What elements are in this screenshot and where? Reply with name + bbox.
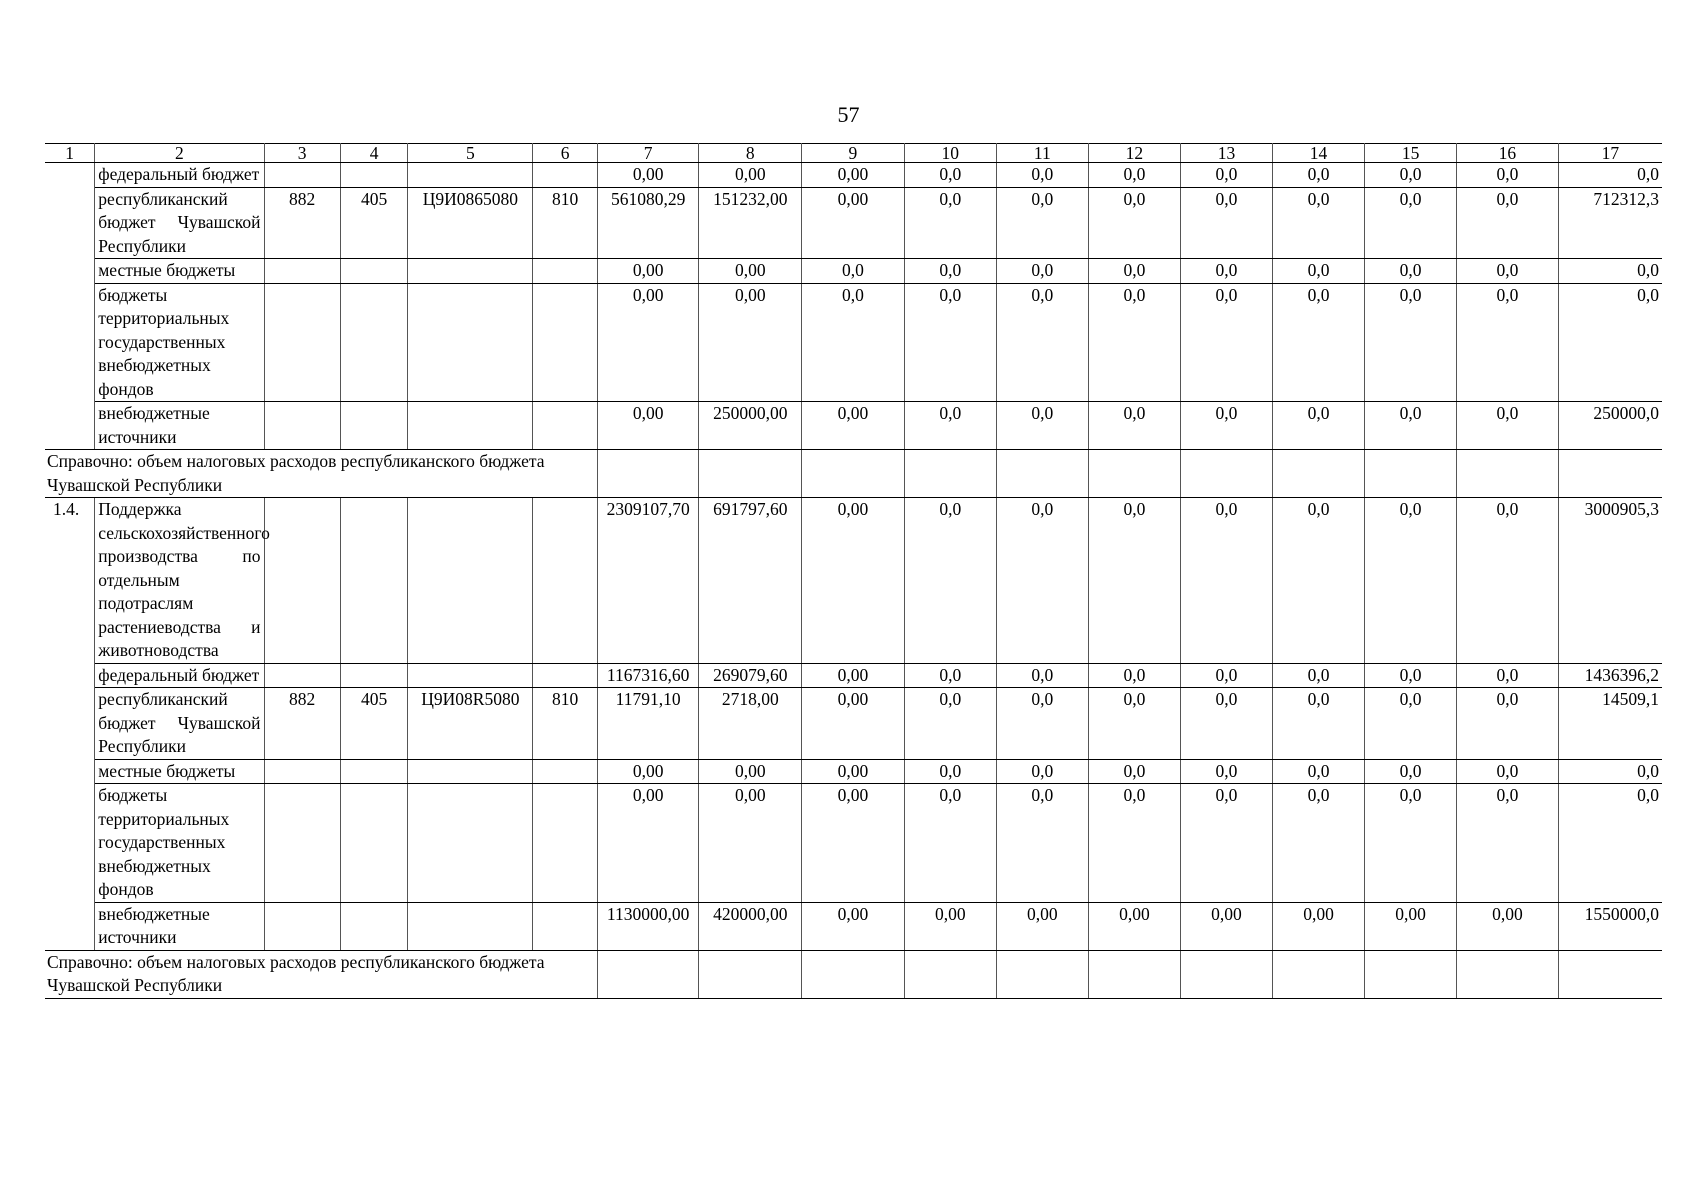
value-cell: 0,00 (802, 187, 905, 259)
value-cell: 11791,10 (597, 688, 699, 760)
column-number: 1 (45, 144, 95, 163)
value-cell: 0,0 (1088, 759, 1180, 784)
value-cell: 0,0 (1272, 163, 1364, 188)
gr-code (264, 902, 340, 950)
row-index (45, 163, 95, 450)
note-text: Справочно: объем налоговых расходов республиканского бюджета Чувашской Республики (45, 450, 597, 498)
value-cell: 0,0 (802, 259, 905, 284)
table-row (45, 784, 1662, 903)
gr-code (264, 402, 340, 450)
column-number: 10 (904, 144, 996, 163)
value-cell: 0,0 (1558, 784, 1662, 903)
value-cell: 0,0 (996, 688, 1088, 760)
empty-cell (802, 950, 905, 998)
value-cell: 0,0 (904, 498, 996, 664)
value-cell: 0,0 (1365, 498, 1457, 664)
value-cell: 0,0 (1558, 759, 1662, 784)
section-code (340, 402, 408, 450)
row-name: внебюджетные источники (95, 402, 264, 450)
value-cell: 1436396,2 (1558, 663, 1662, 688)
value-cell: 0,00 (699, 283, 802, 402)
expense-type-code (533, 402, 598, 450)
value-cell: 0,0 (1180, 187, 1272, 259)
value-cell: 1130000,00 (597, 902, 699, 950)
column-number: 14 (1272, 144, 1364, 163)
value-cell: 0,0 (904, 688, 996, 760)
value-cell: 0,00 (1088, 902, 1180, 950)
row-name: федеральный бюджет (95, 663, 264, 688)
target-article-code (408, 163, 533, 188)
code-cell (264, 498, 340, 664)
table-row (45, 283, 1662, 402)
column-number: 5 (408, 144, 533, 163)
target-article-code (408, 663, 533, 688)
column-number: 9 (802, 144, 905, 163)
expense-type-code (533, 163, 598, 188)
value-cell: 0,00 (597, 163, 699, 188)
value-cell: 0,0 (1365, 283, 1457, 402)
column-number: 3 (264, 144, 340, 163)
value-cell: 2309107,70 (597, 498, 699, 664)
gr-code (264, 663, 340, 688)
value-cell: 0,0 (1558, 259, 1662, 284)
value-cell: 0,0 (1457, 663, 1559, 688)
value-cell: 0,0 (1558, 283, 1662, 402)
value-cell: 2718,00 (699, 688, 802, 760)
value-cell: 0,0 (1365, 187, 1457, 259)
column-number: 16 (1457, 144, 1559, 163)
value-cell: 0,0 (1457, 187, 1559, 259)
code-cell (408, 498, 533, 664)
value-cell: 0,00 (904, 902, 996, 950)
target-article-code (408, 283, 533, 402)
value-cell: 0,0 (1088, 402, 1180, 450)
empty-cell (996, 950, 1088, 998)
value-cell: 0,00 (996, 902, 1088, 950)
value-cell: 0,00 (802, 688, 905, 760)
value-cell: 691797,60 (699, 498, 802, 664)
value-cell: 0,00 (1272, 902, 1364, 950)
value-cell: 0,00 (597, 759, 699, 784)
value-cell: 712312,3 (1558, 187, 1662, 259)
value-cell: 0,0 (1180, 259, 1272, 284)
value-cell: 0,00 (802, 759, 905, 784)
value-cell: 0,00 (597, 402, 699, 450)
value-cell: 0,00 (802, 402, 905, 450)
table-row (45, 259, 1662, 284)
value-cell: 0,0 (1457, 759, 1559, 784)
value-cell: 0,0 (996, 187, 1088, 259)
section-code: 405 (340, 688, 408, 760)
column-number: 2 (95, 144, 264, 163)
empty-cell (699, 950, 802, 998)
table-row (45, 402, 1662, 450)
section-code (340, 784, 408, 903)
value-cell: 0,0 (1088, 663, 1180, 688)
row-name: местные бюджеты (95, 259, 264, 284)
section-code (340, 259, 408, 284)
value-cell: 0,0 (996, 283, 1088, 402)
value-cell: 0,0 (904, 259, 996, 284)
empty-cell (802, 450, 905, 498)
value-cell: 0,0 (996, 402, 1088, 450)
expense-type-code (533, 283, 598, 402)
empty-cell (904, 950, 996, 998)
section-code: 405 (340, 187, 408, 259)
value-cell: 0,0 (1272, 498, 1364, 664)
value-cell: 0,00 (699, 259, 802, 284)
code-cell (533, 498, 598, 664)
value-cell: 0,00 (597, 259, 699, 284)
value-cell: 0,0 (1365, 163, 1457, 188)
column-number: 8 (699, 144, 802, 163)
value-cell: 0,0 (1457, 163, 1559, 188)
section-code (340, 163, 408, 188)
gr-code: 882 (264, 187, 340, 259)
gr-code (264, 259, 340, 284)
column-number: 13 (1180, 144, 1272, 163)
expense-type-code: 810 (533, 688, 598, 760)
value-cell: 0,0 (1180, 283, 1272, 402)
value-cell: 0,0 (1457, 283, 1559, 402)
value-cell: 0,0 (1365, 663, 1457, 688)
value-cell: 0,0 (996, 759, 1088, 784)
value-cell: 0,0 (1272, 688, 1364, 760)
column-number: 6 (533, 144, 598, 163)
value-cell: 0,0 (1180, 163, 1272, 188)
code-cell (340, 498, 408, 664)
value-cell: 0,00 (597, 283, 699, 402)
value-cell: 0,00 (1365, 902, 1457, 950)
row-name: бюджеты территориальных государственных внебюджетных фондов (95, 283, 264, 402)
value-cell: 0,0 (904, 187, 996, 259)
value-cell: 0,0 (904, 283, 996, 402)
column-number-row (45, 144, 1662, 163)
value-cell: 269079,60 (699, 663, 802, 688)
value-cell: 0,0 (996, 498, 1088, 664)
column-number: 15 (1365, 144, 1457, 163)
value-cell: 0,0 (1180, 498, 1272, 664)
value-cell: 0,0 (904, 784, 996, 903)
value-cell: 0,0 (1180, 663, 1272, 688)
target-article-code: Ц9И0865080 (408, 187, 533, 259)
value-cell: 0,0 (996, 784, 1088, 903)
table-row (45, 902, 1662, 950)
value-cell: 14509,1 (1558, 688, 1662, 760)
value-cell: 0,0 (1365, 784, 1457, 903)
expense-type-code (533, 259, 598, 284)
column-number: 12 (1088, 144, 1180, 163)
value-cell: 0,0 (1088, 784, 1180, 903)
empty-cell (699, 450, 802, 498)
empty-cell (1088, 950, 1180, 998)
target-article-code (408, 902, 533, 950)
value-cell: 0,0 (1088, 688, 1180, 760)
row-name: федеральный бюджет (95, 163, 264, 188)
gr-code: 882 (264, 688, 340, 760)
note-row (45, 950, 1662, 998)
value-cell: 0,0 (1365, 402, 1457, 450)
target-article-code (408, 759, 533, 784)
value-cell: 0,00 (802, 663, 905, 688)
empty-cell (904, 450, 996, 498)
empty-cell (597, 950, 699, 998)
empty-cell (1365, 450, 1457, 498)
value-cell: 0,00 (699, 163, 802, 188)
table-row (45, 187, 1662, 259)
value-cell: 0,0 (1272, 784, 1364, 903)
empty-cell (996, 450, 1088, 498)
value-cell: 0,0 (1180, 784, 1272, 903)
expense-type-code: 810 (533, 187, 598, 259)
empty-cell (1180, 950, 1272, 998)
value-cell: 0,00 (1180, 902, 1272, 950)
value-cell: 0,00 (1457, 902, 1559, 950)
empty-cell (597, 450, 699, 498)
value-cell: 1550000,0 (1558, 902, 1662, 950)
column-number: 17 (1558, 144, 1662, 163)
empty-cell (1180, 450, 1272, 498)
column-number: 4 (340, 144, 408, 163)
value-cell: 0,00 (802, 784, 905, 903)
table-row (45, 688, 1662, 760)
table-row (45, 498, 1662, 664)
value-cell: 0,0 (1088, 498, 1180, 664)
gr-code (264, 759, 340, 784)
value-cell: 0,00 (699, 759, 802, 784)
gr-code (264, 784, 340, 903)
empty-cell (1457, 450, 1559, 498)
value-cell: 0,0 (1457, 784, 1559, 903)
target-article-code: Ц9И08R5080 (408, 688, 533, 760)
table-row (45, 663, 1662, 688)
expense-type-code (533, 759, 598, 784)
empty-cell (1558, 450, 1662, 498)
empty-cell (1272, 950, 1364, 998)
value-cell: 0,0 (904, 402, 996, 450)
value-cell: 420000,00 (699, 902, 802, 950)
section-code (340, 759, 408, 784)
expense-type-code (533, 784, 598, 903)
value-cell: 0,0 (1272, 187, 1364, 259)
value-cell: 3000905,3 (1558, 498, 1662, 664)
value-cell: 0,0 (1457, 688, 1559, 760)
value-cell: 0,00 (802, 498, 905, 664)
expense-type-code (533, 663, 598, 688)
budget-table (45, 143, 1662, 999)
value-cell: 0,0 (1457, 259, 1559, 284)
value-cell: 0,00 (802, 902, 905, 950)
value-cell: 0,0 (904, 163, 996, 188)
empty-cell (1558, 950, 1662, 998)
row-name: внебюджетные источники (95, 902, 264, 950)
value-cell: 0,0 (802, 283, 905, 402)
expense-type-code (533, 902, 598, 950)
value-cell: 0,0 (1180, 402, 1272, 450)
value-cell: 0,0 (904, 759, 996, 784)
value-cell: 0,0 (1180, 759, 1272, 784)
value-cell: 0,0 (1365, 688, 1457, 760)
target-article-code (408, 259, 533, 284)
value-cell: 0,0 (1272, 259, 1364, 284)
value-cell: 0,00 (597, 784, 699, 903)
gr-code (264, 283, 340, 402)
value-cell: 0,0 (1088, 163, 1180, 188)
value-cell: 250000,00 (699, 402, 802, 450)
note-row (45, 450, 1662, 498)
value-cell: 561080,29 (597, 187, 699, 259)
value-cell: 0,0 (1272, 283, 1364, 402)
empty-cell (1272, 450, 1364, 498)
section-code (340, 902, 408, 950)
column-number: 7 (597, 144, 699, 163)
value-cell: 0,0 (904, 663, 996, 688)
value-cell: 0,0 (1365, 259, 1457, 284)
value-cell: 0,0 (1088, 187, 1180, 259)
empty-cell (1088, 450, 1180, 498)
value-cell: 0,0 (1457, 402, 1559, 450)
value-cell: 0,0 (1457, 498, 1559, 664)
value-cell: 0,0 (1180, 688, 1272, 760)
value-cell: 0,0 (996, 259, 1088, 284)
row-name: Поддержка сельскохозяйственного производства по отдельным подотраслям растениеводства и животноводства (95, 498, 264, 664)
value-cell: 0,0 (1088, 259, 1180, 284)
value-cell: 0,0 (996, 163, 1088, 188)
table-row (45, 163, 1662, 188)
note-text: Справочно: объем налоговых расходов республиканского бюджета Чувашской Республики (45, 950, 597, 998)
value-cell: 0,0 (1272, 402, 1364, 450)
value-cell: 0,00 (699, 784, 802, 903)
value-cell: 0,0 (1272, 759, 1364, 784)
value-cell: 1167316,60 (597, 663, 699, 688)
row-name: местные бюджеты (95, 759, 264, 784)
row-name: республиканский бюджет Чувашской Республики (95, 187, 264, 259)
value-cell: 0,0 (1558, 163, 1662, 188)
value-cell: 250000,0 (1558, 402, 1662, 450)
column-number: 11 (996, 144, 1088, 163)
value-cell: 0,00 (802, 163, 905, 188)
value-cell: 0,0 (1365, 759, 1457, 784)
empty-cell (1365, 950, 1457, 998)
value-cell: 0,0 (996, 663, 1088, 688)
value-cell: 0,0 (1272, 663, 1364, 688)
value-cell: 0,0 (1088, 283, 1180, 402)
target-article-code (408, 784, 533, 903)
value-cell: 151232,00 (699, 187, 802, 259)
empty-cell (1457, 950, 1559, 998)
target-article-code (408, 402, 533, 450)
row-name: республиканский бюджет Чувашской Республики (95, 688, 264, 760)
page-number: 57 (837, 102, 860, 127)
section-code (340, 663, 408, 688)
section-code (340, 283, 408, 402)
gr-code (264, 163, 340, 188)
row-index: 1.4. (45, 498, 95, 951)
row-name: бюджеты территориальных государственных внебюджетных фондов (95, 784, 264, 903)
table-row (45, 759, 1662, 784)
